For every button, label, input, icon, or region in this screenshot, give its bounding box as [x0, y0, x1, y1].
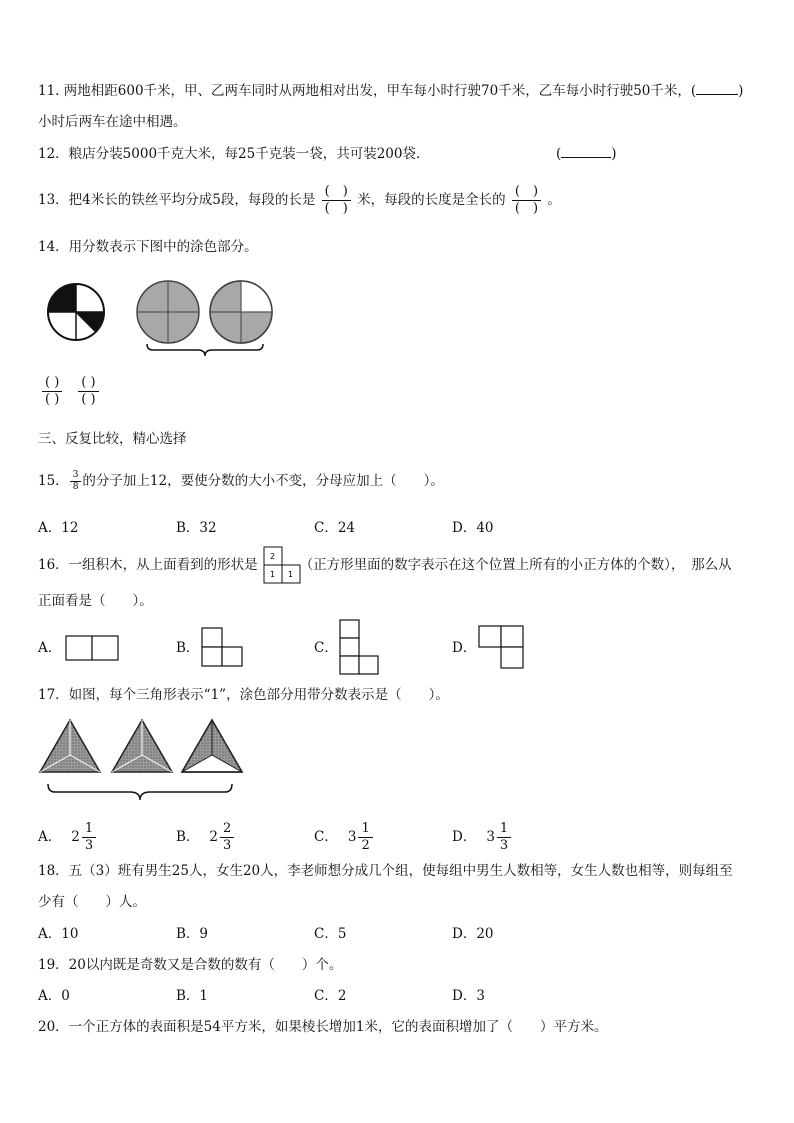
mixed-whole: 2 — [71, 829, 80, 845]
mixed-fraction — [358, 822, 372, 853]
q17-text: 17．如图，每个三角形表示“1”，涂色部分用带分数表示是（ ）。 — [38, 687, 449, 703]
q14-figure — [0, 270, 794, 390]
q17-triangle-1 — [40, 720, 100, 772]
mixed-fraction — [497, 822, 511, 853]
q18-option-c[interactable]: C．5 — [314, 926, 347, 942]
q14-answer-fraction-1[interactable] — [42, 376, 62, 407]
q16-line2: 正面看是（ ）。 — [38, 593, 153, 609]
q18-line1: 18．五（3）班有男生25人，女生20人，李老师想分成几个组，使每组中男生人数相等，女生人数也相等，则每组至 — [38, 863, 733, 879]
q16-option-a-figure[interactable] — [64, 634, 124, 664]
top-view-count: 1 — [288, 570, 294, 579]
q14-circle-2 — [137, 281, 199, 343]
frac-denominator: ( ) — [514, 201, 539, 216]
q11-answer-blank[interactable] — [696, 94, 738, 95]
q14-answer-fraction-2[interactable] — [78, 376, 98, 407]
frac-denominator: ( ) — [81, 392, 96, 407]
q14-brace — [147, 344, 263, 356]
frac-numerator: 2 — [223, 821, 232, 836]
q19-option-b[interactable]: B．1 — [176, 988, 209, 1004]
mixed-whole: 3 — [347, 829, 357, 845]
frac-denominator: 8 — [72, 482, 79, 492]
option-label: C． — [314, 829, 338, 845]
frac-denominator: 3 — [499, 838, 509, 853]
q16-top-view — [262, 545, 304, 585]
q17-brace — [48, 784, 232, 800]
frac-numerator: ( ) — [81, 375, 96, 390]
q18-option-b[interactable]: B．9 — [176, 926, 209, 942]
q17-option-b[interactable] — [176, 820, 236, 854]
q12-answer-blank[interactable] — [561, 157, 611, 158]
q19-option-c[interactable]: C．2 — [314, 988, 347, 1004]
frac-denominator: 3 — [84, 838, 94, 853]
q17-figure — [30, 712, 290, 812]
q15-option-d[interactable]: D．40 — [452, 520, 494, 536]
q15-line — [38, 468, 444, 494]
mixed-fraction — [82, 822, 96, 853]
q13-fraction-2[interactable] — [512, 185, 541, 216]
q13-text-3: 。 — [547, 192, 561, 208]
q13-fraction-1[interactable] — [322, 185, 351, 216]
q12-answer — [556, 145, 617, 163]
q16-option-b-label[interactable]: B． — [176, 640, 200, 656]
q11-paren-close: ) — [738, 83, 744, 99]
q18-option-d[interactable]: D．20 — [452, 926, 494, 942]
frac-numerator: 1 — [499, 821, 509, 836]
option-label: A． — [38, 829, 62, 845]
q12-paren-open: ( — [556, 146, 562, 162]
q14-circle-3 — [210, 281, 272, 343]
mixed-whole: 3 — [486, 829, 495, 845]
top-view-count: 1 — [270, 570, 276, 579]
frac-numerator: ( ) — [45, 375, 60, 390]
q13-text-2: 米，每段的长度是全长的 — [357, 192, 506, 208]
q19-option-d[interactable]: D．3 — [452, 988, 485, 1004]
q16-option-d-figure[interactable] — [477, 624, 529, 672]
q17-triangle-3 — [182, 720, 242, 772]
mixed-fraction — [220, 822, 234, 853]
option-label: B． — [176, 829, 200, 845]
q11-line2: 小时后两车在途中相遇。 — [38, 114, 187, 130]
q16-option-c-figure[interactable] — [338, 618, 388, 678]
section-3-heading: 三、反复比较，精心选择 — [38, 431, 187, 447]
frac-numerator: 3 — [72, 470, 79, 480]
q11-text: 11. 两地相距600千米，甲、乙两车同时从两地相对出发，甲车每小时行驶70千米，乙车每小时行驶50千米，( — [38, 83, 697, 99]
frac-denominator: ( ) — [324, 201, 348, 216]
q16-option-b-figure[interactable] — [200, 626, 250, 672]
frac-numerator: ( ) — [324, 184, 348, 199]
q16-option-c-label[interactable]: C． — [314, 640, 338, 656]
frac-numerator: 1 — [84, 821, 94, 836]
option-label: D． — [452, 829, 477, 845]
q17-triangle-2 — [112, 720, 172, 772]
q16-text-2: （正方形里面的数字表示在这个位置上所有的小正方体的个数）， 那么从 — [299, 557, 732, 573]
q15-text: 的分子加上12，要使分数的大小不变，分母应加上（ ）。 — [82, 473, 444, 489]
q15-fraction — [70, 471, 82, 492]
mixed-whole: 2 — [209, 829, 219, 845]
q14-circle-1 — [48, 284, 104, 340]
q18-option-a[interactable]: A．10 — [38, 926, 79, 942]
q11-line1 — [38, 82, 743, 100]
q14-text: 14．用分数表示下图中的涂色部分。 — [38, 239, 258, 255]
frac-numerator: ( ) — [514, 184, 539, 199]
frac-denominator: ( ) — [45, 392, 60, 407]
q14-answers — [40, 376, 101, 407]
q15-option-a[interactable]: A．12 — [38, 520, 79, 536]
q16-line1 — [38, 556, 732, 574]
q19-text: 19．20以内既是奇数又是合数的数有（ ）个。 — [38, 957, 343, 973]
q12-text: 12．粮店分装5000千克大米，每25千克装一袋，共可装200袋． — [38, 146, 430, 162]
q12-paren-close: ) — [611, 146, 617, 162]
frac-denominator: 3 — [223, 838, 232, 853]
q16-option-a-label[interactable]: A． — [38, 640, 62, 656]
q16-option-d-label[interactable]: D． — [452, 640, 477, 656]
q17-option-c[interactable] — [314, 820, 375, 854]
q17-option-a[interactable] — [38, 820, 98, 854]
q15-option-b[interactable]: B．32 — [176, 520, 217, 536]
q17-option-d[interactable] — [452, 820, 513, 854]
q19-option-a[interactable]: A．0 — [38, 988, 70, 1004]
q20-text: 20．一个正方体的表面积是54平方米，如果棱长增加1米，它的表面积增加了（ ）平方米。 — [38, 1019, 608, 1035]
q15-number: 15． — [38, 473, 69, 489]
frac-denominator: 2 — [361, 838, 370, 853]
frac-numerator: 1 — [361, 821, 370, 836]
q13-line — [38, 182, 561, 218]
q13-text-1: 13．把4米长的铁丝平均分成5段，每段的长是 — [38, 192, 316, 208]
q16-text-1: 16．一组积木，从上面看到的形状是 — [38, 557, 258, 573]
q18-line2: 少有（ ）人。 — [38, 894, 146, 910]
top-view-count: 2 — [270, 552, 276, 561]
q15-option-c[interactable]: C．24 — [314, 520, 356, 536]
